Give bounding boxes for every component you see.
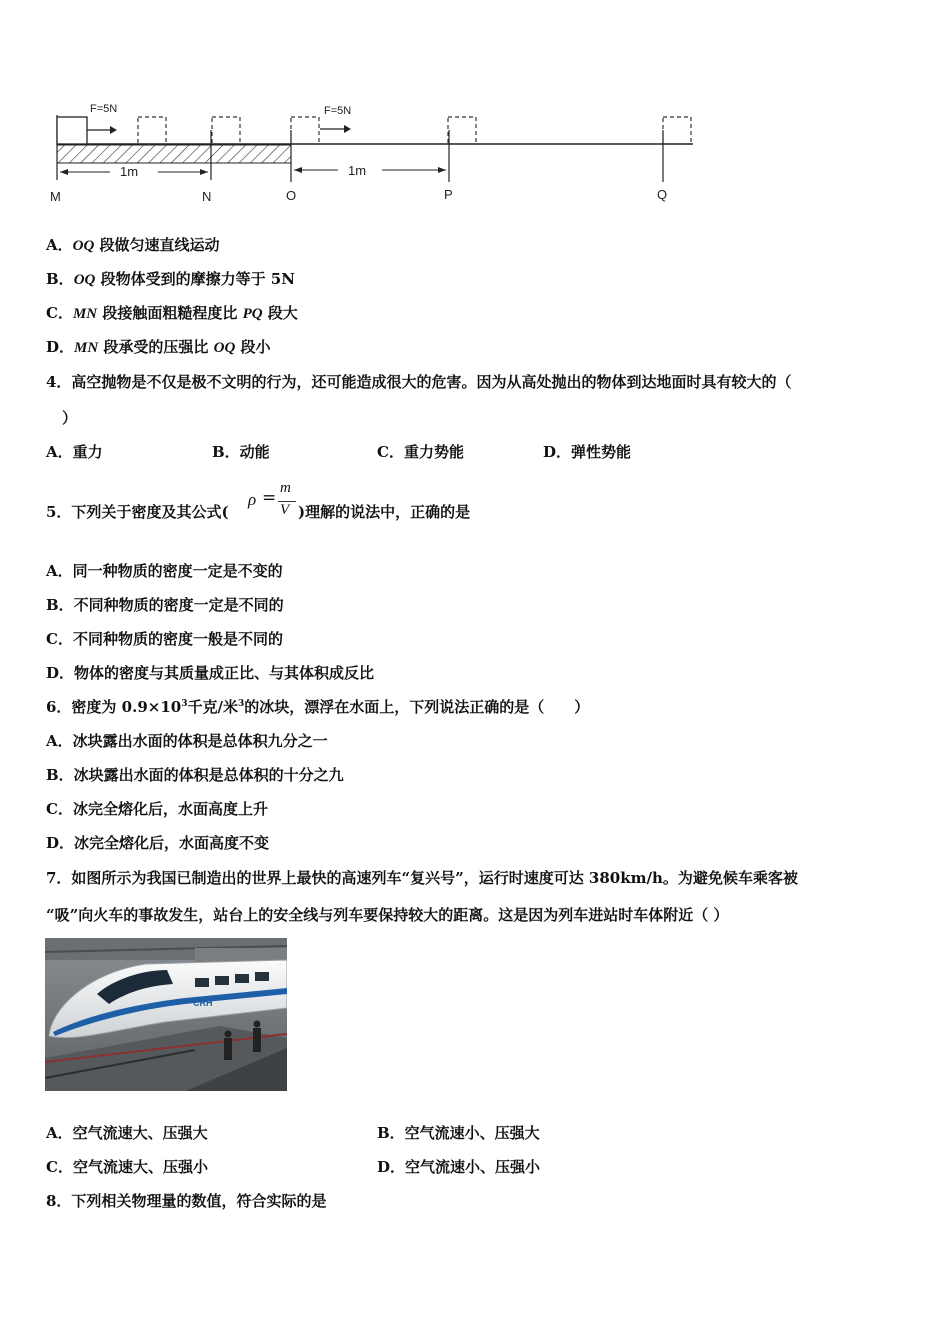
- q4-option-c: C．重力势能: [377, 443, 464, 461]
- q6-stem-part: 6．密度为 0.9×10: [46, 698, 182, 716]
- distance-label-2: 1m: [348, 163, 367, 178]
- option-variable: OQ: [213, 340, 236, 356]
- q5-stem-before: 5．下列关于密度及其公式(: [46, 503, 229, 521]
- q6-stem: [46, 697, 589, 717]
- point-label-m: M: [50, 189, 61, 204]
- force-label-1: F=5N: [90, 103, 118, 115]
- q3-option-b: [46, 269, 295, 290]
- q7-stem-line1: 7．如图所示为我国已制造出的世界上最快的高速列车“复兴号”，运行时速度可达 380km/h。为避免候车乘客被: [46, 869, 798, 887]
- option-variable: OQ: [72, 238, 95, 254]
- q7-stem-line2: “吸”向火车的事故发生，站台上的安全线与列车要保持较大的距离。这是因为列车进站时车体附近（ ）: [46, 906, 729, 924]
- point-label-p: P: [444, 187, 453, 202]
- option-text: 段做匀速直线运动: [94, 236, 220, 254]
- formula-denominator: V: [280, 502, 290, 518]
- formula-numerator: m: [280, 480, 291, 496]
- density-formula: [246, 480, 302, 524]
- q6-option-c: C．冰完全熔化后，水面高度上升: [46, 800, 268, 818]
- train-logo: CRH: [193, 998, 213, 1008]
- q6-exponent: 3: [237, 699, 245, 709]
- force-arrow-icon: [344, 125, 351, 133]
- q7-option-c: C．空气流速大、压强小: [46, 1158, 208, 1176]
- q3-option-c: [46, 303, 298, 324]
- option-variable: MN: [72, 306, 98, 322]
- q4-option-a: A．重力: [46, 443, 103, 461]
- option-letter: D．: [46, 338, 75, 356]
- option-variable: OQ: [73, 272, 96, 288]
- q5-option-a: A．同一种物质的密度一定是不变的: [46, 562, 283, 580]
- q6-exponent: 3: [181, 699, 188, 709]
- option-text: 段物体受到的摩擦力等于 5N: [95, 270, 295, 288]
- q5-option-c: C．不同种物质的密度一般是不同的: [46, 630, 283, 648]
- block-dashed: [138, 117, 166, 144]
- q5-option-b: B．不同种物质的密度一定是不同的: [46, 596, 284, 614]
- q4-stem-line1: 4．高空抛物是不仅是极不文明的行为，还可能造成很大的危害。因为从高处抛出的物体到达地面时具有较大的（: [46, 373, 792, 391]
- q6-option-d: D．冰完全熔化后，水面高度不变: [46, 834, 270, 852]
- q6-stem-part: 的冰块，漂浮在水面上，下列说法正确的是（ ）: [244, 698, 590, 716]
- q7-option-a: A．空气流速大、压强大: [46, 1124, 208, 1142]
- q3-option-a: [46, 235, 220, 256]
- q3-option-d: [46, 337, 271, 358]
- formula-equals: =: [262, 488, 277, 508]
- motion-diagram: [40, 90, 720, 220]
- train-photo: [45, 938, 287, 1091]
- option-letter: B．: [46, 270, 74, 288]
- q7-option-b: B．空气流速小、压强大: [377, 1124, 540, 1142]
- block-dashed: [448, 117, 476, 144]
- block-dashed: [291, 117, 319, 144]
- q6-stem-part: 千克/米: [187, 698, 238, 716]
- q4-stem-line2: ）: [62, 409, 78, 427]
- block-dashed: [663, 117, 691, 144]
- option-letter: A．: [46, 236, 73, 254]
- q4-option-d: D．弹性势能: [543, 443, 632, 461]
- q5-option-d: D．物体的密度与其质量成正比、与其体积成反比: [46, 664, 375, 682]
- q4-option-b: B．动能: [212, 443, 270, 461]
- block-solid: [57, 117, 87, 144]
- option-letter: C．: [46, 304, 73, 322]
- option-variable: PQ: [242, 306, 263, 322]
- force-arrow-icon: [110, 126, 117, 134]
- q5-stem-after: )理解的说法中，正确的是: [298, 503, 471, 521]
- option-text: 段接触面粗糙程度比: [97, 304, 243, 322]
- option-variable: MN: [74, 340, 99, 356]
- force-label-2: F=5N: [324, 105, 352, 117]
- q8-stem: 8．下列相关物理量的数值，符合实际的是: [46, 1192, 327, 1210]
- option-text: 段大: [262, 304, 298, 322]
- q6-option-a: A．冰块露出水面的体积是总体积九分之一: [46, 732, 328, 750]
- block-dashed: [212, 117, 240, 144]
- rough-surface: [57, 145, 291, 163]
- q7-option-d: D．空气流速小、压强小: [377, 1158, 541, 1176]
- option-text: 段承受的压强比: [98, 338, 214, 356]
- point-label-q: Q: [657, 187, 668, 202]
- option-text: 段小: [235, 338, 271, 356]
- q6-option-b: B．冰块露出水面的体积是总体积的十分之九: [46, 766, 344, 784]
- formula-rho: ρ: [248, 490, 257, 509]
- distance-label-1: 1m: [120, 164, 139, 179]
- point-label-n: N: [202, 189, 212, 204]
- point-label-o: O: [286, 188, 297, 203]
